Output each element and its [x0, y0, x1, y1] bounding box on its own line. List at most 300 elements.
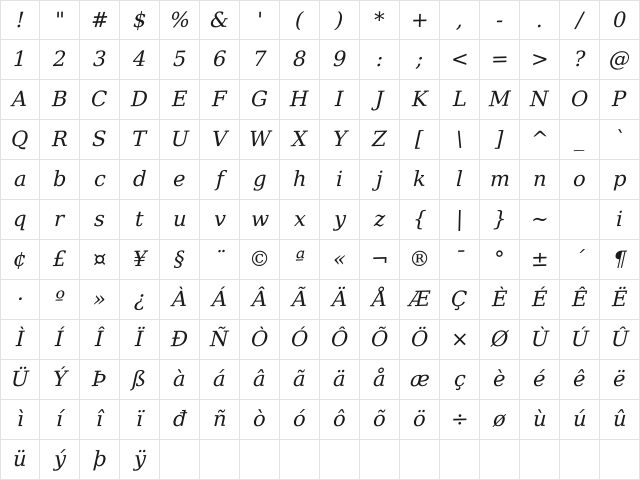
glyph-cell[interactable]	[320, 80, 360, 120]
glyph-cell[interactable]	[240, 240, 280, 280]
glyph-character: 8	[292, 46, 307, 72]
glyph-cell[interactable]	[120, 120, 160, 160]
glyph-character: %	[169, 7, 190, 32]
glyph-cell[interactable]	[80, 320, 120, 360]
glyph-cell[interactable]	[80, 120, 120, 160]
glyph-cell[interactable]	[360, 440, 400, 480]
glyph-cell[interactable]	[360, 160, 400, 200]
glyph-character: Ç	[451, 286, 468, 312]
glyph-cell[interactable]	[280, 320, 320, 360]
glyph-cell[interactable]	[80, 360, 120, 400]
glyph-cell[interactable]	[320, 360, 360, 400]
glyph-cell[interactable]	[440, 240, 480, 280]
glyph-character: t	[134, 206, 145, 232]
glyph-character: î	[95, 406, 104, 432]
glyph-cell[interactable]	[360, 120, 400, 160]
glyph-character: ó	[292, 406, 307, 432]
glyph-character: l	[455, 166, 464, 192]
glyph-character: ã	[292, 366, 307, 392]
glyph-cell[interactable]	[160, 40, 200, 80]
glyph-cell[interactable]	[120, 40, 160, 80]
glyph-cell[interactable]	[0, 280, 40, 320]
glyph-cell[interactable]	[480, 40, 520, 80]
glyph-character: h	[292, 166, 307, 192]
glyph-character: )	[335, 7, 344, 32]
glyph-cell[interactable]	[280, 0, 320, 40]
glyph-cell[interactable]	[360, 80, 400, 120]
glyph-character: ¢	[13, 246, 28, 272]
glyph-cell[interactable]	[160, 240, 200, 280]
glyph-cell[interactable]	[160, 320, 200, 360]
glyph-character: ´	[573, 246, 586, 272]
glyph-character: &	[209, 7, 230, 32]
glyph-cell[interactable]	[120, 320, 160, 360]
glyph-cell[interactable]	[160, 0, 200, 40]
glyph-cell[interactable]	[480, 200, 520, 240]
glyph-character: Ú	[570, 326, 589, 352]
glyph-character: $	[132, 7, 147, 32]
glyph-cell[interactable]	[560, 120, 600, 160]
glyph-cell[interactable]	[320, 160, 360, 200]
glyph-cell[interactable]	[200, 160, 240, 200]
glyph-cell[interactable]	[40, 320, 80, 360]
glyph-character: :	[375, 46, 384, 72]
glyph-character: ~	[530, 206, 549, 232]
glyph-character: x	[293, 206, 306, 232]
glyph-cell[interactable]	[400, 120, 440, 160]
glyph-cell[interactable]	[520, 240, 560, 280]
glyph-cell[interactable]	[440, 440, 480, 480]
glyph-character: ù	[532, 406, 547, 432]
glyph-cell[interactable]	[520, 400, 560, 440]
glyph-cell[interactable]	[40, 360, 80, 400]
glyph-character: }	[492, 206, 507, 232]
glyph-cell[interactable]	[440, 80, 480, 120]
glyph-cell[interactable]	[520, 80, 560, 120]
glyph-cell[interactable]	[240, 400, 280, 440]
glyph-cell[interactable]	[600, 40, 640, 80]
glyph-cell[interactable]	[80, 440, 120, 480]
glyph-cell[interactable]	[80, 0, 120, 40]
glyph-character: q	[12, 206, 28, 232]
glyph-cell[interactable]	[280, 240, 320, 280]
glyph-cell[interactable]	[400, 400, 440, 440]
glyph-character: Ó	[290, 326, 309, 352]
glyph-cell[interactable]	[200, 320, 240, 360]
glyph-cell[interactable]	[40, 80, 80, 120]
glyph-cell[interactable]	[200, 440, 240, 480]
glyph-cell[interactable]	[480, 320, 520, 360]
glyph-cell[interactable]	[360, 240, 400, 280]
glyph-cell[interactable]	[480, 280, 520, 320]
glyph-character: Þ	[92, 366, 107, 392]
glyph-character: Õ	[370, 326, 389, 352]
glyph-character: b	[52, 166, 67, 192]
glyph-cell[interactable]	[400, 160, 440, 200]
glyph-character: ¿	[133, 286, 146, 312]
glyph-cell[interactable]	[560, 280, 600, 320]
glyph-cell[interactable]	[400, 200, 440, 240]
glyph-character: Ä	[331, 286, 348, 312]
glyph-cell[interactable]	[480, 400, 520, 440]
glyph-cell[interactable]	[320, 440, 360, 480]
glyph-cell[interactable]	[600, 280, 640, 320]
glyph-character: «	[332, 246, 347, 272]
glyph-character: a	[13, 166, 27, 192]
glyph-character: 3	[92, 46, 107, 72]
glyph-cell[interactable]	[440, 360, 480, 400]
glyph-character: Ò	[250, 326, 269, 352]
glyph-cell[interactable]	[0, 320, 40, 360]
glyph-character: °	[493, 246, 506, 272]
glyph-character: 0	[612, 7, 627, 32]
glyph-cell[interactable]	[200, 240, 240, 280]
glyph-character: r	[54, 206, 65, 232]
glyph-cell[interactable]	[320, 240, 360, 280]
glyph-cell[interactable]	[160, 200, 200, 240]
glyph-character: z	[373, 206, 386, 232]
glyph-cell[interactable]	[520, 320, 560, 360]
glyph-cell[interactable]	[400, 360, 440, 400]
glyph-cell[interactable]	[560, 320, 600, 360]
glyph-character: Z	[371, 126, 388, 152]
glyph-cell[interactable]	[40, 40, 80, 80]
glyph-character: y	[333, 206, 346, 232]
glyph-cell[interactable]	[240, 440, 280, 480]
glyph-character: Â	[251, 286, 268, 312]
glyph-character: ±	[530, 246, 549, 272]
glyph-cell[interactable]	[600, 360, 640, 400]
glyph-cell[interactable]	[120, 80, 160, 120]
glyph-character: ×	[450, 326, 469, 352]
glyph-character: ª	[294, 246, 305, 272]
glyph-cell[interactable]	[400, 0, 440, 40]
glyph-cell[interactable]	[360, 320, 400, 360]
glyph-cell[interactable]	[0, 160, 40, 200]
glyph-cell[interactable]	[160, 120, 200, 160]
glyph-character: É	[531, 286, 548, 312]
glyph-cell[interactable]	[440, 280, 480, 320]
glyph-cell[interactable]	[280, 440, 320, 480]
glyph-cell[interactable]	[320, 320, 360, 360]
glyph-cell[interactable]	[160, 440, 200, 480]
glyph-cell[interactable]	[80, 200, 120, 240]
glyph-character: v	[213, 206, 226, 232]
glyph-character: è	[492, 366, 507, 392]
glyph-cell[interactable]	[120, 240, 160, 280]
glyph-cell[interactable]	[480, 80, 520, 120]
glyph-character: d	[132, 166, 147, 192]
glyph-cell[interactable]	[0, 120, 40, 160]
glyph-cell[interactable]	[280, 200, 320, 240]
glyph-cell[interactable]	[560, 40, 600, 80]
glyph-cell[interactable]	[320, 120, 360, 160]
glyph-cell[interactable]	[440, 40, 480, 80]
glyph-character: I	[335, 86, 344, 112]
glyph-character: û	[612, 406, 627, 432]
glyph-character: ô	[332, 406, 347, 432]
glyph-character: ç	[453, 366, 466, 392]
glyph-cell[interactable]	[280, 80, 320, 120]
glyph-character: Ì	[15, 326, 25, 352]
glyph-cell[interactable]	[40, 440, 80, 480]
glyph-cell[interactable]	[80, 80, 120, 120]
glyph-character: (	[295, 7, 304, 32]
glyph-cell[interactable]	[80, 240, 120, 280]
glyph-character: U	[170, 126, 189, 152]
glyph-cell[interactable]	[320, 40, 360, 80]
glyph-cell[interactable]	[560, 0, 600, 40]
glyph-cell[interactable]	[200, 120, 240, 160]
glyph-cell[interactable]	[600, 160, 640, 200]
glyph-character: E	[171, 86, 188, 112]
glyph-cell[interactable]	[560, 400, 600, 440]
glyph-cell[interactable]	[480, 240, 520, 280]
glyph-character: å	[372, 366, 387, 392]
glyph-cell[interactable]	[160, 280, 200, 320]
glyph-cell[interactable]	[360, 40, 400, 80]
glyph-cell[interactable]	[440, 0, 480, 40]
glyph-character: 4	[132, 46, 147, 72]
glyph-character: þ	[92, 446, 107, 472]
glyph-cell[interactable]	[80, 400, 120, 440]
glyph-cell[interactable]	[120, 200, 160, 240]
glyph-cell[interactable]	[520, 440, 560, 480]
glyph-character: [	[415, 126, 424, 152]
glyph-character: ¥	[132, 246, 147, 272]
glyph-character: A	[12, 86, 28, 112]
glyph-cell[interactable]	[240, 80, 280, 120]
glyph-cell[interactable]	[200, 280, 240, 320]
glyph-character: 2	[52, 46, 67, 72]
glyph-cell[interactable]	[120, 360, 160, 400]
glyph-cell[interactable]	[240, 200, 280, 240]
glyph-cell[interactable]	[240, 160, 280, 200]
glyph-cell[interactable]	[40, 200, 80, 240]
glyph-cell[interactable]	[0, 80, 40, 120]
glyph-character: Å	[371, 286, 388, 312]
glyph-character: ?	[573, 46, 586, 72]
glyph-cell[interactable]	[80, 280, 120, 320]
glyph-cell[interactable]	[480, 120, 520, 160]
glyph-cell[interactable]	[520, 40, 560, 80]
glyph-cell[interactable]	[280, 40, 320, 80]
glyph-cell[interactable]	[0, 440, 40, 480]
glyph-cell[interactable]	[600, 0, 640, 40]
glyph-character: R	[51, 126, 68, 152]
glyph-cell[interactable]	[520, 120, 560, 160]
glyph-cell[interactable]	[600, 240, 640, 280]
glyph-cell[interactable]	[280, 400, 320, 440]
glyph-cell[interactable]	[120, 400, 160, 440]
glyph-character: Y	[332, 126, 347, 152]
glyph-cell[interactable]	[40, 240, 80, 280]
glyph-character: O	[570, 86, 589, 112]
glyph-character: *	[373, 7, 386, 32]
glyph-cell[interactable]	[560, 160, 600, 200]
glyph-cell[interactable]	[520, 0, 560, 40]
glyph-cell[interactable]	[320, 280, 360, 320]
glyph-cell[interactable]	[400, 240, 440, 280]
glyph-cell[interactable]	[600, 200, 640, 240]
glyph-cell[interactable]	[520, 160, 560, 200]
glyph-character: S	[91, 126, 108, 152]
glyph-character: g	[252, 166, 267, 192]
glyph-character: ò	[252, 406, 267, 432]
glyph-character: Ö	[410, 326, 429, 352]
glyph-cell[interactable]	[440, 200, 480, 240]
glyph-cell[interactable]	[440, 160, 480, 200]
glyph-character: 6	[212, 46, 227, 72]
glyph-cell[interactable]	[360, 200, 400, 240]
glyph-character: Æ	[408, 286, 431, 312]
glyph-character: Ñ	[210, 326, 230, 352]
glyph-cell[interactable]	[0, 0, 40, 40]
glyph-cell[interactable]	[400, 320, 440, 360]
glyph-cell[interactable]	[120, 160, 160, 200]
glyph-cell[interactable]	[560, 360, 600, 400]
glyph-character: 5	[172, 46, 187, 72]
glyph-cell[interactable]	[600, 400, 640, 440]
glyph-cell[interactable]	[40, 280, 80, 320]
glyph-cell[interactable]	[320, 200, 360, 240]
glyph-cell[interactable]	[520, 280, 560, 320]
glyph-cell[interactable]	[400, 280, 440, 320]
glyph-cell[interactable]	[600, 440, 640, 480]
glyph-cell[interactable]	[600, 320, 640, 360]
glyph-cell[interactable]	[360, 400, 400, 440]
glyph-character: ü	[12, 446, 28, 472]
glyph-character: æ	[409, 366, 430, 392]
glyph-cell[interactable]	[200, 360, 240, 400]
glyph-cell[interactable]	[0, 240, 40, 280]
glyph-cell[interactable]	[480, 360, 520, 400]
glyph-character: !	[15, 7, 25, 32]
glyph-cell[interactable]	[120, 440, 160, 480]
glyph-character: |	[455, 206, 464, 232]
glyph-character: ì	[16, 406, 24, 432]
glyph-character: ]	[495, 126, 504, 152]
glyph-cell[interactable]	[0, 40, 40, 80]
glyph-character: í	[55, 406, 64, 432]
glyph-cell[interactable]	[160, 400, 200, 440]
glyph-character: Î	[95, 326, 104, 352]
glyph-character: Ã	[291, 286, 308, 312]
glyph-character: C	[91, 86, 108, 112]
glyph-character: ÿ	[133, 446, 146, 472]
glyph-cell[interactable]	[160, 160, 200, 200]
glyph-cell[interactable]	[440, 320, 480, 360]
glyph-character: Ð	[170, 326, 189, 352]
glyph-cell[interactable]	[240, 120, 280, 160]
glyph-cell[interactable]	[120, 280, 160, 320]
glyph-cell[interactable]	[240, 40, 280, 80]
glyph-character: i	[335, 166, 344, 192]
glyph-cell[interactable]	[280, 360, 320, 400]
glyph-cell[interactable]	[200, 80, 240, 120]
glyph-cell[interactable]	[0, 360, 40, 400]
glyph-character: ø	[492, 406, 507, 432]
glyph-cell[interactable]	[40, 120, 80, 160]
glyph-character: ú	[572, 406, 587, 432]
glyph-cell[interactable]	[320, 0, 360, 40]
glyph-cell[interactable]	[400, 440, 440, 480]
glyph-character: s	[93, 206, 106, 232]
glyph-cell[interactable]	[280, 120, 320, 160]
glyph-cell[interactable]	[440, 400, 480, 440]
glyph-character: Ý	[52, 366, 67, 392]
glyph-cell[interactable]	[280, 160, 320, 200]
glyph-character: Û	[610, 326, 629, 352]
glyph-cell[interactable]	[200, 0, 240, 40]
glyph-cell[interactable]	[480, 440, 520, 480]
glyph-character: o	[572, 166, 587, 192]
glyph-cell[interactable]	[360, 0, 400, 40]
glyph-cell[interactable]	[480, 0, 520, 40]
glyph-cell[interactable]	[480, 160, 520, 200]
glyph-cell[interactable]	[0, 200, 40, 240]
glyph-character: G	[250, 86, 269, 112]
glyph-cell[interactable]	[560, 200, 600, 240]
glyph-character: B	[51, 86, 68, 112]
glyph-cell[interactable]	[560, 80, 600, 120]
glyph-cell[interactable]	[240, 0, 280, 40]
glyph-cell[interactable]	[240, 320, 280, 360]
glyph-character: Q	[11, 126, 29, 152]
glyph-cell[interactable]	[440, 120, 480, 160]
glyph-cell[interactable]	[40, 0, 80, 40]
glyph-cell[interactable]	[560, 240, 600, 280]
glyph-cell[interactable]	[80, 40, 120, 80]
glyph-cell[interactable]	[240, 280, 280, 320]
glyph-cell[interactable]	[600, 120, 640, 160]
glyph-character: Ê	[571, 286, 588, 312]
glyph-character: ¨	[213, 246, 226, 272]
glyph-cell[interactable]	[200, 200, 240, 240]
glyph-character: £	[52, 246, 67, 272]
glyph-character: P	[612, 86, 627, 112]
glyph-cell[interactable]	[120, 0, 160, 40]
glyph-character: =	[490, 46, 509, 72]
glyph-cell[interactable]	[200, 40, 240, 80]
glyph-character: H	[290, 86, 309, 112]
glyph-cell[interactable]	[0, 400, 40, 440]
glyph-cell[interactable]	[360, 280, 400, 320]
glyph-cell[interactable]	[520, 200, 560, 240]
glyph-character: j	[375, 166, 384, 192]
glyph-character: w	[250, 206, 269, 232]
glyph-character: ,	[455, 7, 464, 32]
glyph-cell[interactable]	[360, 360, 400, 400]
glyph-cell[interactable]	[80, 160, 120, 200]
glyph-cell[interactable]	[280, 280, 320, 320]
glyph-cell[interactable]	[520, 360, 560, 400]
glyph-cell[interactable]	[560, 440, 600, 480]
glyph-cell[interactable]	[40, 400, 80, 440]
glyph-character: Ô	[330, 326, 349, 352]
glyph-cell[interactable]	[40, 160, 80, 200]
glyph-cell[interactable]	[320, 400, 360, 440]
glyph-cell[interactable]	[400, 40, 440, 80]
glyph-cell[interactable]	[600, 80, 640, 120]
glyph-cell[interactable]	[240, 360, 280, 400]
glyph-character: _	[573, 126, 586, 152]
glyph-cell[interactable]	[200, 400, 240, 440]
glyph-cell[interactable]	[160, 360, 200, 400]
glyph-cell[interactable]	[400, 80, 440, 120]
glyph-character: ë	[612, 366, 627, 392]
glyph-cell[interactable]	[160, 80, 200, 120]
